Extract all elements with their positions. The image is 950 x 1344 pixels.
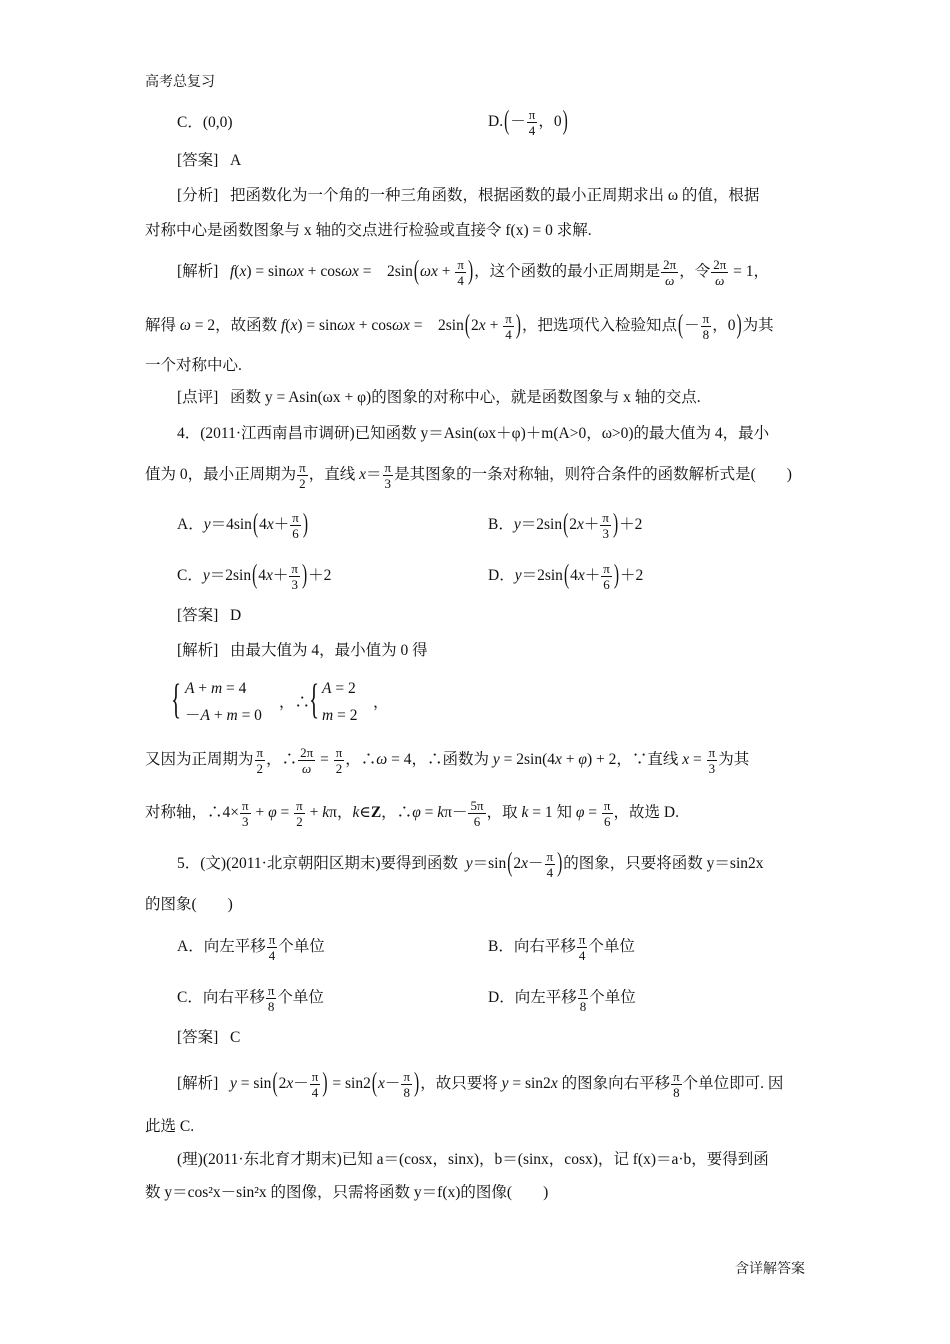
option-c: C．(0,0) (177, 114, 233, 131)
q5b-stem-1: (理)(2011·东北育才期末)已知 a＝(cosx，sinx)，b＝(sinx，cosx)，记 f(x)＝a·b，要得到函 (177, 1151, 769, 1168)
analysis-tag: [分析] (177, 187, 219, 204)
unit-label: 个单位 (278, 938, 325, 955)
option-a-label: A．向左平移 (177, 938, 266, 955)
answer-tag: [答案] (177, 152, 219, 169)
answer-tag: [答案] (177, 607, 219, 624)
q4-option-c: C．y＝2sin(4x＋ $\frac{\pi}{3}$ )＋2 (177, 560, 332, 592)
q5-option-c: C．向右平移 $\frac{\pi}{8}$ 个单位 (177, 982, 324, 1014)
comment-text: 函数 y = Asin(ωx + φ)的图象的对称中心，就是函数图象与 x 轴的交点. (229, 389, 701, 406)
q4-option-a: A．y＝4sin(4x＋ $\frac{\pi}{6}$ ) (177, 509, 309, 541)
q4-solution-line-2: 又因为正周期为 $\frac{\pi}{2}$ ，∴ $\frac{2\pi}{\omega}$ = $\frac{\pi}{2}$ ，∴ω = 4，∴函数为 y = 2sin(4x + φ) + 2，∵直线 x = $\frac{\pi}{3}$ 为其 (145, 744, 750, 776)
q5-answer-line (177, 1028, 240, 1048)
option-c-label: C．向右平移 (177, 989, 265, 1006)
answer-value: A (229, 152, 242, 169)
solution-tag: [解析] (177, 642, 219, 659)
comment-tag: [点评] (177, 389, 219, 406)
unit-label: 个单位 (588, 938, 635, 955)
q4-stem-2: 值为 0，最小正周期为 $\frac{\pi}{2}$ ，直线 x＝ $\frac{\pi}{3}$ 是其图象的一条对称轴，则符合条件的函数解析式是( ) (145, 459, 792, 491)
q5b-stem-2: 数 y＝cos²x－sin²x 的图像，只需将函数 y＝f(x)的图像( ) (145, 1184, 549, 1201)
answer-tag: [答案] (177, 1029, 219, 1046)
unit-label: 个单位 (277, 989, 324, 1006)
q4-option-b: B．y＝2sin(2x＋ $\frac{\pi}{3}$ )＋2 (488, 509, 643, 541)
q5-option-d: D．向左平移 $\frac{\pi}{8}$ 个单位 (488, 982, 636, 1014)
q5-option-a: A．向左平移 $\frac{\pi}{4}$ 个单位 (177, 931, 325, 963)
q5-solution-line-1: [解析] y = sin(2x－ $\frac{\pi}{4}$ ) = sin2(x－ $\frac{\pi}{8}$ )，故只要将 y = sin2x 的图象向右平移 $\frac{\pi}{8}$ 个单位即可. 因 (177, 1068, 784, 1100)
q5-option-b: B．向右平移 $\frac{\pi}{4}$ 个单位 (488, 931, 635, 963)
q5-stem-1: 5．(文)(2011·北京朝阳区期末)要得到函数 y＝sin(2x－ $\frac{\pi}{4}$ )的图象，只要将函数 y＝sin2x (177, 848, 764, 880)
page-footer: 含详解答案 (735, 1262, 805, 1277)
solution-text: 由最大值为 4，最小值为 0 得 (229, 642, 428, 659)
q5-stem-pre: 5．(文)(2011·北京朝阳区期末)要得到函数 (177, 855, 458, 872)
q4-answer-line (177, 606, 241, 626)
q4-option-d: D．y＝2sin(4x＋ $\frac{\pi}{6}$ )＋2 (488, 560, 644, 592)
q4-solution-line-1 (177, 641, 428, 661)
solution-line-2: 解得 ω = 2，故函数 f(x) = sinωx + cosωx = 2sin(2x + $\frac{\pi}{4}$ )，把选项代入检验知点(－ $\frac{\pi}{8}$ ，0)为其 (145, 310, 774, 342)
equation-system: { A + m = 4 －A + m = 0 ，∴ { A = 2 m = 2 ， (171, 677, 389, 724)
answer-line (177, 151, 241, 171)
page-header: 高考总复习 (145, 75, 215, 90)
comment-line (177, 388, 701, 408)
answer-value: C (229, 1029, 241, 1046)
option-d-label: D．向左平移 (488, 989, 577, 1006)
q4-stem-1: 4．(2011·江西南昌市调研)已知函数 y＝Asin(ωx＋φ)＋m(A>0，ω>0)的最大值为 4，最小 (177, 425, 770, 442)
analysis-text-1: 把函数化为一个角的一种三角函数，根据函数的最小正周期求出 ω 的值，根据 (229, 187, 760, 204)
solution-line-3: 一个对称中心. (145, 357, 242, 374)
answer-value: D (229, 607, 242, 624)
option-d-label: D. (488, 113, 504, 130)
analysis-line-2: 对称中心是函数图象与 x 轴的交点进行检验或直接令 f(x) = 0 求解. (145, 222, 592, 239)
option-b-label: B．向右平移 (488, 938, 576, 955)
solution-tag: [解析] (177, 263, 219, 280)
q5-stem-2: 的图象( ) (145, 896, 233, 913)
q5-stem-post: 的图象，只要将函数 y＝sin2x (563, 855, 764, 872)
unit-label: 个单位 (589, 989, 636, 1006)
analysis-line-1 (177, 186, 759, 206)
solution-tag: [解析] (177, 1075, 219, 1092)
solution-line-1: [解析] f(x) = sinωx + cosωx = 2sin(ωx + $\frac{\pi}{4}$ )，这个函数的最小正周期是 $\frac{2\pi}{\omega}$ ，令 $\frac{2\pi}{\omega}$ = 1， (177, 256, 770, 288)
q5-solution-line-2: 此选 C. (145, 1118, 195, 1135)
option-d: D.(－ $\frac{\pi}{4}$ ，0) (488, 106, 568, 138)
q4-solution-line-3: 对称轴，∴4× $\frac{\pi}{3}$ + φ = $\frac{\pi}{2}$ + kπ，k∈Z，∴φ = kπ－ $\frac{5\pi}{6}$ ，取 k = 1 知 φ = $\frac{\pi}{6}$ ，故选 D. (145, 797, 679, 829)
